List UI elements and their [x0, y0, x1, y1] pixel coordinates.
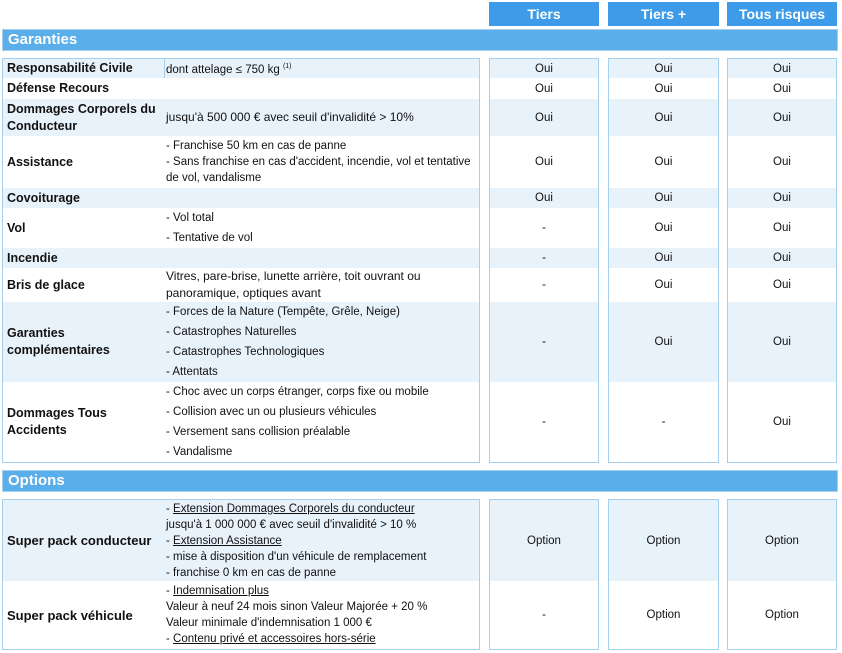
- description-line: - Choc avec un corps étranger, corps fixe ou mobile: [166, 386, 429, 398]
- description-line: - Sans franchise en cas d'accident, incendie, vol et tentative de vol, vandalisme: [166, 156, 471, 184]
- value-tous-risques: Oui: [773, 111, 791, 124]
- row-description: [166, 99, 480, 136]
- value-tiers: Oui: [535, 111, 553, 124]
- description-text: -: [166, 633, 174, 645]
- section-title-garanties: Garanties: [2, 29, 838, 51]
- extension-dommages-corporels-link[interactable]: Extension Dommages Corporels du conducteur: [173, 502, 415, 515]
- value-tiers: -: [542, 222, 546, 234]
- indemnisation-plus-link[interactable]: Indemnisation plus: [173, 585, 269, 597]
- value-tous-risques: Oui: [773, 279, 791, 291]
- row-label: Dommages Corporels du Conducteur: [7, 101, 156, 133]
- contenu-prive-link[interactable]: Contenu privé et accessoires hors-série: [173, 633, 376, 645]
- row-label: Covoiturage: [7, 190, 80, 205]
- footnote-marker: (1): [282, 63, 292, 71]
- row-label: Assistance: [7, 154, 74, 169]
- value-tiers-plus: Oui: [654, 82, 673, 95]
- column-header-tiers-plus: Tiers +: [608, 2, 719, 26]
- description-line: - Catastrophes Naturelles: [166, 326, 297, 338]
- value-tous-risques: Oui: [773, 62, 791, 75]
- option-value-tiers: Option: [527, 534, 561, 547]
- row-description: [166, 208, 480, 248]
- description-line: - Versement sans collision préalable: [166, 426, 351, 438]
- row-label: Dommages Tous Accidents: [7, 406, 107, 437]
- option-description: [166, 500, 480, 581]
- row-label: Vol: [7, 220, 26, 235]
- description-line: - mise à disposition d'un véhicule de remplacement: [166, 550, 427, 563]
- option-value-tiers-plus: Option: [646, 609, 681, 621]
- option-value-tous-risques: Option: [765, 609, 799, 621]
- description-line: - Tentative de vol: [166, 232, 253, 244]
- value-tiers-plus: Oui: [654, 192, 673, 204]
- row-label: Bris de glace: [7, 277, 85, 292]
- description-line: Valeur minimale d'indemnisation 1 000 €: [166, 617, 372, 629]
- section-title-options: Options: [2, 470, 838, 492]
- row-description: [166, 302, 480, 382]
- description-line: - Attentats: [166, 366, 218, 378]
- description-line: - Franchise 50 km en cas de panne: [166, 140, 347, 152]
- value-tous-risques: Oui: [773, 416, 791, 428]
- row-description: [166, 268, 480, 302]
- value-tiers-plus: Oui: [654, 279, 673, 291]
- value-tous-risques: Oui: [773, 156, 791, 168]
- value-tiers-plus: Oui: [654, 62, 673, 75]
- row-label: Garanties complémentaires: [7, 326, 110, 357]
- description-line: - Collision avec un ou plusieurs véhicules: [166, 406, 377, 418]
- value-tiers: -: [542, 252, 546, 264]
- value-tiers: Oui: [535, 82, 553, 95]
- value-tiers: Oui: [535, 192, 553, 204]
- option-label: Super pack véhicule: [7, 607, 133, 623]
- extension-assistance-link[interactable]: Extension Assistance: [173, 534, 282, 547]
- value-tous-risques: Oui: [773, 336, 791, 348]
- value-tous-risques: Oui: [773, 82, 791, 95]
- description-line: - Vandalisme: [166, 446, 233, 458]
- description-line: dont attelage ≤ 750 kg: [166, 63, 283, 76]
- description-text: -: [166, 534, 174, 547]
- description-line: Vitres, pare-brise, lunette arrière, toit ouvrant ou panoramique, optiques avant: [166, 269, 421, 300]
- value-tiers: -: [542, 416, 546, 428]
- column-header-tiers: Tiers: [489, 2, 599, 26]
- value-tiers: -: [542, 279, 546, 291]
- option-value-tiers: -: [542, 609, 546, 621]
- value-tous-risques: Oui: [773, 222, 791, 234]
- description-line: - Forces de la Nature (Tempête, Grêle, Neige): [166, 306, 400, 318]
- value-tiers: -: [542, 336, 546, 348]
- row-description: [166, 136, 480, 188]
- description-line: Valeur à neuf 24 mois sinon Valeur Majorée + 20 %: [166, 601, 428, 613]
- description-line: jusqu'à 1 000 000 € avec seuil d'invalidité > 10 %: [166, 518, 417, 531]
- option-value-tiers-plus: Option: [646, 534, 681, 547]
- row-label: Responsabilité Civile: [7, 61, 133, 75]
- column-header-tous-risques: Tous risques: [727, 2, 837, 26]
- value-tiers-plus: Oui: [654, 111, 673, 124]
- option-description: [166, 581, 480, 649]
- value-tiers: Oui: [535, 62, 553, 75]
- description-text: -: [166, 502, 174, 515]
- description-text: -: [166, 585, 174, 597]
- label-column-divider: [164, 59, 165, 78]
- description-line: jusqu'à 500 000 € avec seuil d'invalidité > 10%: [166, 110, 414, 124]
- row-label: Incendie: [7, 250, 58, 265]
- value-tiers-plus: -: [661, 416, 666, 428]
- description-line: - Catastrophes Technologiques: [166, 346, 325, 358]
- value-tiers-plus: Oui: [654, 156, 673, 168]
- value-tous-risques: Oui: [773, 252, 791, 264]
- row-description: [166, 59, 480, 78]
- option-value-tous-risques: Option: [765, 534, 799, 547]
- value-tiers-plus: Oui: [654, 252, 673, 264]
- option-label: Super pack conducteur: [7, 533, 152, 548]
- row-label: Défense Recours: [7, 81, 110, 95]
- description-line: - franchise 0 km en cas de panne: [166, 566, 337, 579]
- row-description: [166, 382, 480, 462]
- value-tous-risques: Oui: [773, 192, 791, 204]
- value-tiers-plus: Oui: [654, 336, 673, 348]
- value-tiers: Oui: [535, 156, 553, 168]
- value-tiers-plus: Oui: [654, 222, 673, 234]
- description-line: - Vol total: [166, 212, 214, 224]
